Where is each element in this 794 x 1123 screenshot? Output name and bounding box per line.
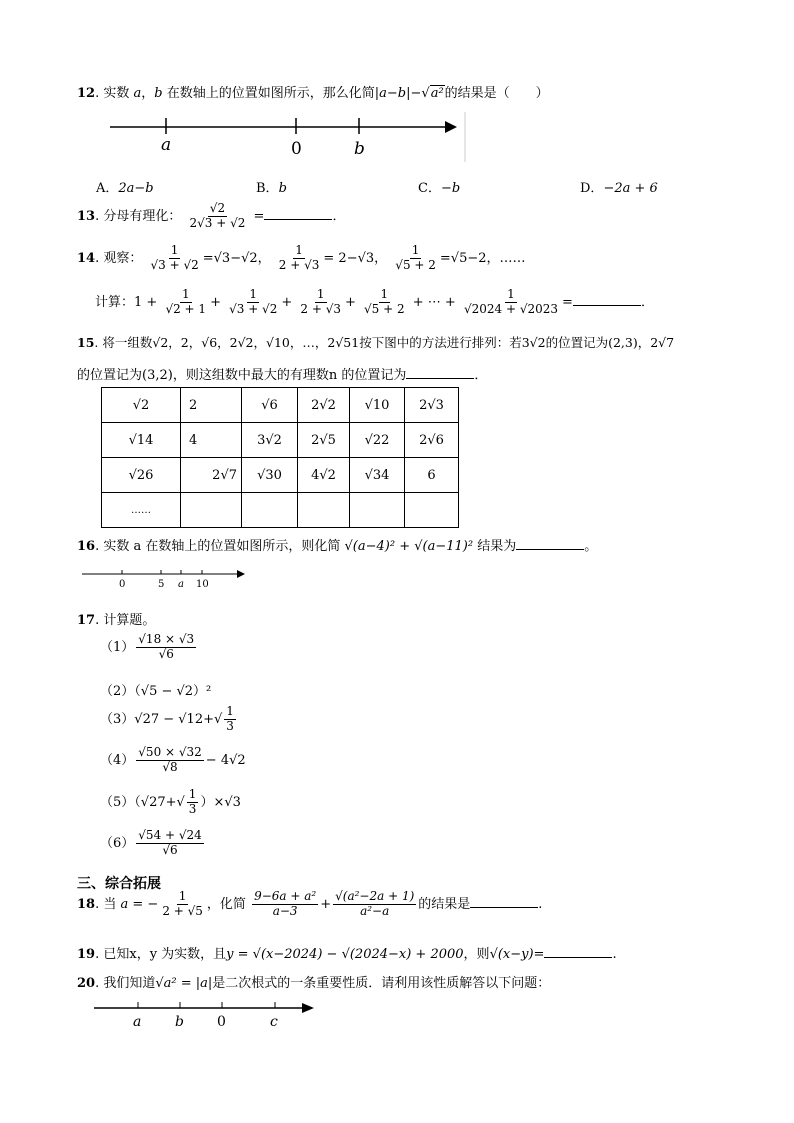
q12-sqrt: √a² [421, 86, 444, 101]
table-cell: 3√2 [242, 423, 298, 458]
q12-option-d[interactable]: D．−2a + 6 [580, 181, 658, 196]
q13-stem: 13. 分母有理化： $\frac{√2}{2√3 + √2}$ = ． [77, 201, 346, 230]
q20-axis-label: b [175, 1014, 184, 1030]
table-cell [298, 493, 350, 528]
table-cell: √34 [350, 458, 405, 493]
q16-axis-label: a [178, 579, 184, 590]
q12-option-a[interactable]: A．2a−b [96, 181, 154, 196]
table-cell: 2√2 [298, 388, 350, 423]
table-cell: 4√2 [298, 458, 350, 493]
q18-answer-blank[interactable] [470, 895, 538, 908]
q14-calc-term: $\frac{1}{2 + √3}$ [300, 287, 341, 316]
table-cell: 2 [181, 388, 242, 423]
table-cell: √10 [350, 388, 405, 423]
q12-number-line [105, 112, 470, 162]
q16-expr: √(a−4)² + √(a−11)² [344, 539, 474, 554]
q12-option-c[interactable]: C．−b [418, 181, 461, 196]
q14-obs-fraction: $\frac{1}{2 + √3}$ [278, 243, 320, 272]
table-cell: …… [102, 493, 181, 528]
q14-calc-term: $\frac{1}{√5 + 2}$ [364, 287, 405, 316]
q17-item-1: （1） $\frac{√18 \times √3}{√6}$ [100, 632, 195, 661]
section-title: 三、综合拓展 [77, 876, 161, 892]
q14-calc: 计算：1 + $\frac{1}{√2 + 1}$ + $\frac{1}{√3 + √2}$ + $\frac{1}{2 + √3}$ + $\frac{1}{√5 + 2}$ + ⋯ + $\frac{1}{√2024 + √2023}$ = ． [95, 287, 654, 316]
table-cell: 2√5 [298, 423, 350, 458]
q12-option-b[interactable]: B．b [256, 181, 287, 196]
q14-last-term: $\frac{1}{√2024 + √2023}$ [463, 287, 559, 316]
table-cell [350, 493, 405, 528]
q12-abs-expr: |a−b| [374, 86, 411, 101]
q16-axis-label: 0 [119, 579, 126, 590]
table-cell: √2 [102, 388, 181, 423]
q17-item-2: （2）（√5 − √2）² [100, 684, 212, 699]
q17-item-6: （6） $\frac{√54 + √24}{√6}$ [100, 828, 202, 857]
table-cell: 4 [181, 423, 242, 458]
q20-stem: 20. 我们知道√a² = |a|是二次根式的一条重要性质．请利用该性质解答以下问题： [77, 976, 551, 991]
q16-number-line [80, 567, 250, 593]
q17-item-3: （3）√27 − √12+√ $\frac{1}{3}$ [100, 704, 234, 733]
table-row [102, 458, 459, 493]
table-cell: √6 [242, 388, 298, 423]
table-cell [242, 493, 298, 528]
q20-expr: √a² = |a| [155, 976, 213, 991]
q16-stem: 16. 实数 a 在数轴上的位置如图所示，则化简 √(a−4)² + √(a−11)² 结果为 。 [77, 539, 598, 554]
table-row [102, 388, 459, 423]
q12-axis-label: a [161, 135, 172, 155]
q16-answer-blank[interactable] [516, 537, 584, 550]
table-row [102, 493, 459, 528]
q14-obs-fraction: $\frac{1}{√3 + √2}$ [150, 243, 199, 272]
q14-calc-term: $\frac{1}{√2 + 1}$ [165, 287, 207, 316]
table-cell: 2√6 [405, 423, 459, 458]
q12-stem: 12. 实数 a，b 在数轴上的位置如图所示，那么化简|a−b|−√a²的结果是（ ） [77, 86, 549, 101]
q12-number: 12 [77, 86, 96, 101]
q18-stem: 18. 当 a = − $\frac{1}{2 + √5}$ ，化简 $\frac{\text{9−6a + a²}}{a-3}$ + $\frac{\text{√(a²−2a + 1)}}{\text{a²−a}}$ 的结果是 . [77, 889, 543, 918]
table-cell: 2√7 [181, 458, 242, 493]
q14-obs-fraction: $\frac{1}{√5 + 2}$ [395, 243, 436, 272]
table-cell: 6 [405, 458, 459, 493]
table-cell: √14 [102, 423, 181, 458]
table-cell [405, 493, 459, 528]
q20-axis-label: a [133, 1014, 142, 1030]
q16-axis-label: 5 [158, 579, 165, 590]
q13-fraction: $\frac{√2}{2√3 + √2}$ [189, 201, 246, 230]
q14-calc-term: $\frac{1}{√3 + √2}$ [229, 287, 278, 316]
q15-number-table [101, 387, 459, 528]
q12-axis-label: 0 [291, 139, 302, 159]
q19-expr: y = √(x−2024) − √(2024−x) + 2000 [226, 947, 464, 962]
q20-number-line [92, 998, 322, 1034]
q17-item-4: （4） $\frac{√50 \times √32}{√8}$ − 4√2 [100, 745, 246, 774]
table-cell: √22 [350, 423, 405, 458]
q14-answer-blank[interactable] [573, 293, 641, 306]
q15-line1: 15. 将一组数√2，2，√6，2√2，√10，…，2√51按下图中的方法进行排列：若3√2的位置记为(2,3)，2√7 [77, 335, 675, 350]
q20-axis-label: c [270, 1014, 278, 1030]
q15-answer-blank[interactable] [406, 366, 474, 379]
table-cell [181, 493, 242, 528]
table-cell: √26 [102, 458, 181, 493]
table-cell: √30 [242, 458, 298, 493]
q17-stem: 17. 计算题。 [77, 613, 156, 628]
q19-stem: 19. 已知x，y 为实数，且y = √(x−2024) − √(2024−x) + 2000，则√(x−y)= . [77, 947, 617, 962]
q15-line2: 的位置记为(3,2)，则这组数中最大的有理数n 的位置记为 ． [77, 368, 488, 383]
table-cell: 2√3 [405, 388, 459, 423]
table-row [102, 423, 459, 458]
q16-axis-label: 10 [196, 579, 209, 590]
q14-stem: 14. 观察： $\frac{1}{√3 + √2}$ =√3−√2， $\frac{1}{2 + √3}$ = 2−√3， $\frac{1}{√5 + 2}$ =√5−2，…… [77, 243, 526, 272]
q19-answer-blank[interactable] [544, 945, 612, 958]
q12-axis-label: b [354, 139, 365, 159]
q17-item-5: （5）（√27+√ $\frac{1}{3}$ ）×√3 [100, 787, 241, 816]
q13-answer-blank[interactable] [264, 207, 332, 220]
q20-axis-label: 0 [217, 1014, 226, 1030]
